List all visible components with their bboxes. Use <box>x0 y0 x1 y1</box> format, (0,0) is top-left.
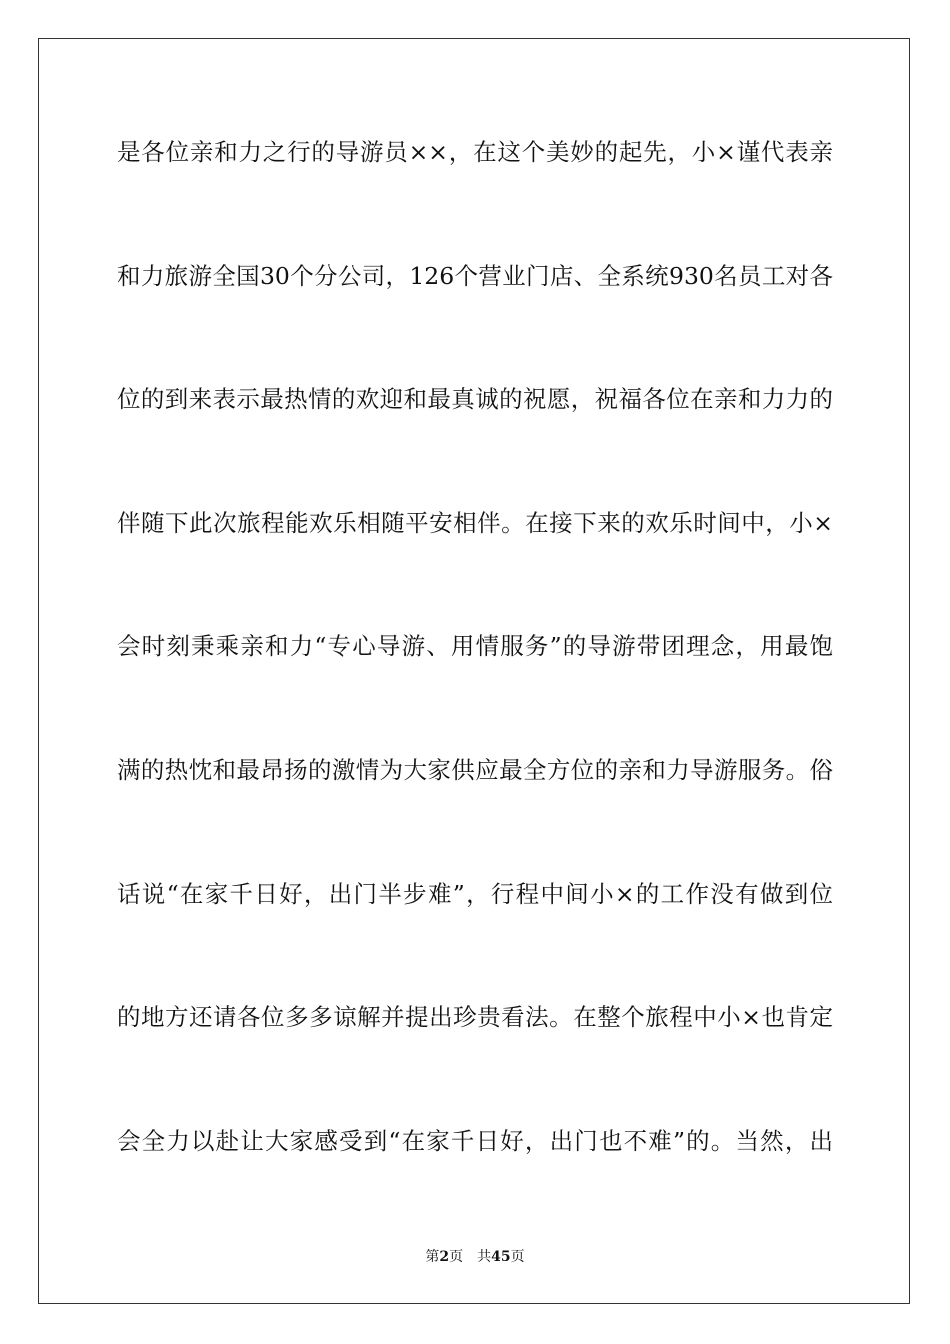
page-border <box>38 38 910 1304</box>
total-pages: 45 <box>491 1249 511 1265</box>
body-text-line-7: 话说“在家千日好，出门半步难”，行程中间小×的工作没有做到位 <box>117 880 833 908</box>
body-text-line-5: 会时刻秉乘亲和力“专心导游、用情服务”的导游带团理念，用最饱 <box>117 632 833 660</box>
page-suffix: 页 <box>449 1249 464 1265</box>
total-suffix: 页 <box>510 1249 525 1265</box>
body-text-line-8: 的地方还请各位多多谅解并提出珍贵看法。在整个旅程中小×也肯定 <box>117 1003 833 1031</box>
body-text-line-2: 和力旅游全国30个分公司，126个营业门店、全系统930名员工对各 <box>117 262 833 290</box>
body-text-line-3: 位的到来表示最热情的欢迎和最真诚的祝愿，祝福各位在亲和力力的 <box>117 385 833 413</box>
body-text-line-1: 是各位亲和力之行的导游员××，在这个美妙的起先，小×谨代表亲 <box>117 138 833 166</box>
page-footer <box>0 1246 950 1266</box>
page-prefix: 第 <box>425 1249 440 1265</box>
total-prefix: 共 <box>477 1249 492 1265</box>
body-text-line-4: 伴随下此次旅程能欢乐相随平安相伴。在接下来的欢乐时间中，小× <box>117 509 833 537</box>
page-number: 2 <box>439 1249 450 1265</box>
body-text-line-6: 满的热忱和最昂扬的激情为大家供应最全方位的亲和力导游服务。俗 <box>117 756 833 784</box>
body-text-line-9: 会全力以赴让大家感受到“在家千日好，出门也不难”的。当然，出 <box>117 1127 833 1155</box>
